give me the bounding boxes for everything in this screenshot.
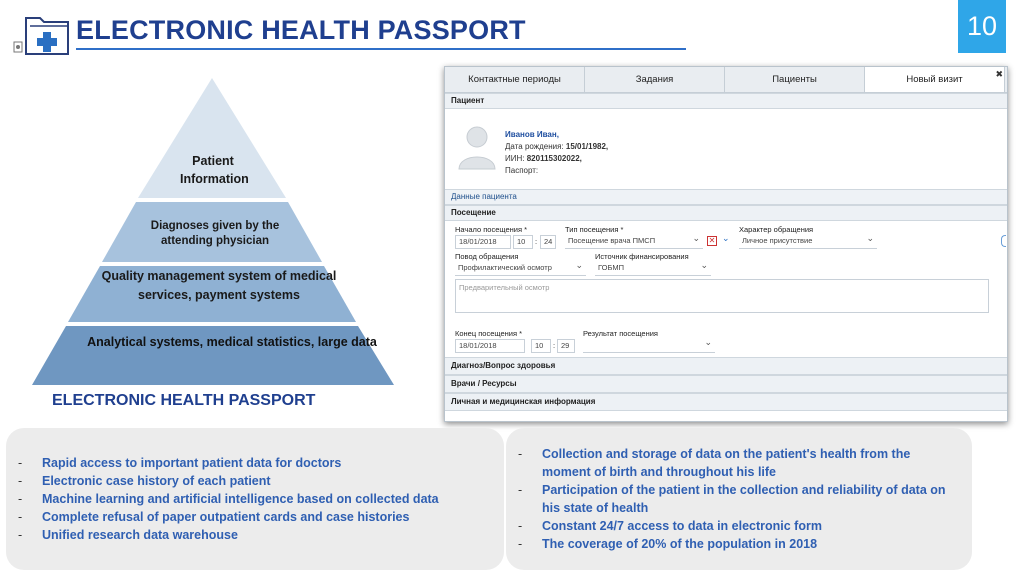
left-benefits-list <box>18 454 488 544</box>
page-number-badge: 10 <box>958 0 1006 53</box>
list-item: - Rapid access to important patient data for doctors <box>18 454 488 472</box>
pyramid-diagram <box>30 78 400 388</box>
patient-info <box>505 129 608 177</box>
close-icon[interactable]: ✖ <box>995 69 1003 79</box>
clear-icon[interactable]: ✕ <box>708 236 716 245</box>
tab-new-visit[interactable]: Новый визит <box>865 67 1005 92</box>
visit-start-hour-input[interactable]: 10 <box>513 235 533 249</box>
passport-label: Паспорт: <box>505 166 539 175</box>
tab-contact-periods[interactable]: Контактные периоды <box>445 67 585 92</box>
list-item: - Collection and storage of data on the patient's health from the moment of birth and throughout his life <box>518 445 960 481</box>
list-item: - Complete refusal of paper outpatient cards and case histories <box>18 508 488 526</box>
preliminary-exam-textarea[interactable]: Предварительный осмотр <box>455 279 989 313</box>
visit-end-date-input[interactable]: 18/01/2018 <box>455 339 525 353</box>
iin-label: ИИН: <box>505 154 525 163</box>
section-doctors[interactable]: Врачи / Ресурсы <box>445 375 1007 393</box>
patient-avatar-icon <box>455 121 499 171</box>
iin-value: 820115302022, <box>526 154 582 163</box>
patient-card <box>445 109 1007 189</box>
dob-value: 15/01/1982, <box>565 142 609 151</box>
list-item: - Participation of the patient in the collection and reliability of data on his state of health <box>518 481 960 517</box>
visit-type-select[interactable]: Посещение врача ПМСП ⌄ <box>565 235 703 249</box>
section-personal-info[interactable]: Личная и медицинская информация <box>445 393 1007 411</box>
list-item: - The coverage of 20% of the population in 2018 <box>518 535 960 553</box>
visit-nature-label: Характер обращения <box>739 225 814 234</box>
time-separator: : <box>535 237 538 246</box>
section-visit[interactable]: Посещение <box>445 205 1007 221</box>
chevron-down-icon[interactable]: ⌄ <box>722 233 730 243</box>
reason-select[interactable]: Профилактический осмотр ⌄ <box>455 262 586 276</box>
title-underline <box>76 48 686 50</box>
pyramid-label-analytics: Analytical systems, medical statistics, large data <box>87 335 377 349</box>
right-benefits-list <box>518 445 960 553</box>
pyramid-caption: ELECTRONIC HEALTH PASSPORT <box>52 392 316 409</box>
medical-folder-logo-icon <box>10 14 74 58</box>
visit-type-label: Тип посещения * <box>565 225 624 234</box>
patient-data-link[interactable]: Данные пациента <box>445 189 1007 205</box>
funding-label: Источник финансирования <box>595 252 689 261</box>
list-item: - Electronic case history of each patient <box>18 472 488 490</box>
section-diagnosis[interactable]: Диагноз/Вопрос здоровья <box>445 357 1007 375</box>
patient-name[interactable]: Иванов Иван, <box>505 130 559 139</box>
visit-nature-select[interactable]: Личное присутствие ⌄ <box>739 235 877 249</box>
emr-window <box>444 66 1008 422</box>
time-separator-2: : <box>553 341 556 350</box>
reason-label: Повод обращения <box>455 252 519 261</box>
funding-select[interactable]: ГОБМП ⌄ <box>595 262 711 276</box>
list-item: - Unified research data warehouse <box>18 526 488 544</box>
pyramid-label-patient-info: Patient Information <box>180 154 249 186</box>
tab-patients[interactable]: Пациенты <box>725 67 865 92</box>
pyramid-label-quality-management: Quality management system of medical services, payment systems <box>101 269 337 302</box>
visit-start-date-input[interactable]: 18/01/2018 <box>455 235 511 249</box>
visit-start-min-input[interactable]: 24 <box>540 235 556 249</box>
section-patient[interactable]: Пациент <box>445 93 1007 109</box>
visit-end-label: Конец посещения * <box>455 329 523 338</box>
visit-result-label: Результат посещения <box>583 329 658 338</box>
page-title: ELECTRONIC HEALTH PASSPORT <box>76 15 526 45</box>
list-item: - Constant 24/7 access to data in electronic form <box>518 517 960 535</box>
list-item: - Machine learning and artificial intelligence based on collected data <box>18 490 488 508</box>
emr-tab-bar <box>445 67 1007 93</box>
visit-end-hour-input[interactable]: 10 <box>531 339 551 353</box>
visit-start-label: Начало посещения * <box>455 225 528 234</box>
dob-label: Дата рождения: <box>505 142 564 151</box>
visit-end-min-input[interactable]: 29 <box>557 339 575 353</box>
visit-result-select[interactable] <box>583 339 715 353</box>
pyramid-label-diagnoses: Diagnoses given by the attending physician <box>150 220 280 247</box>
scroll-handle[interactable] <box>1001 235 1006 247</box>
tab-tasks[interactable]: Задания <box>585 67 725 92</box>
